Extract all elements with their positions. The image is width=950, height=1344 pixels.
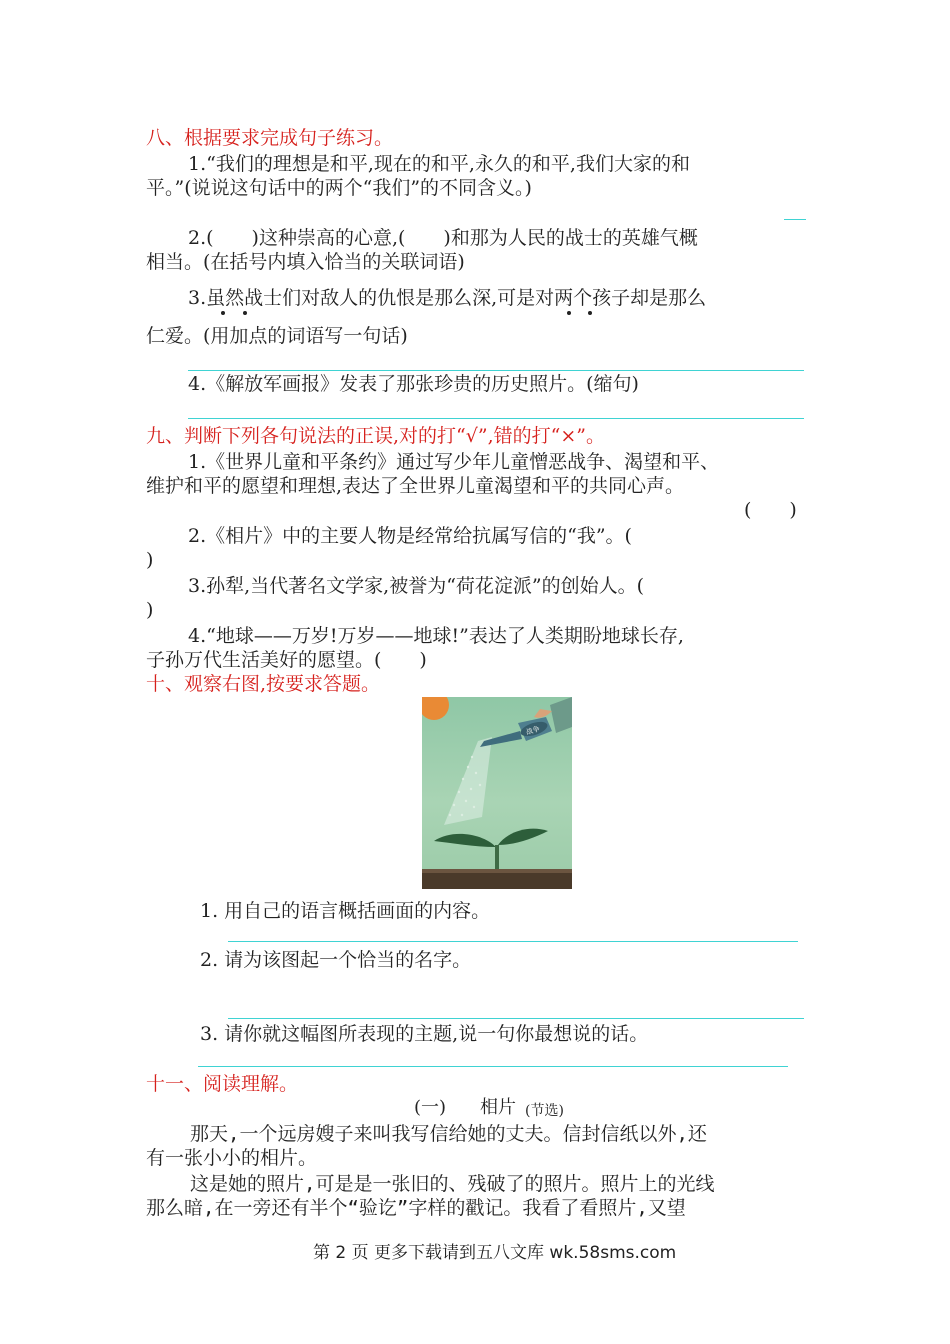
sec10-q1: 1. 用自己的语言概括画面的内容。: [200, 900, 491, 922]
answer-line: [188, 370, 804, 371]
sec9-q4-line2: 子孙万代生活美好的愿望。( ): [146, 649, 427, 671]
answer-line: [784, 219, 806, 220]
sec8-q1-line1: 1.“我们的理想是和平,现在的和平,永久的和平,我们大家的和: [188, 153, 690, 175]
sec8-q3-line2: 仁爱。(用加点的词语写一句话): [146, 325, 408, 347]
sec9-q3-line2: ): [146, 599, 154, 621]
sec8-q4: 4.《解放军画报》发表了那张珍贵的历史照片。(缩句): [188, 373, 639, 395]
answer-line: [228, 941, 798, 942]
passage-p2-line2: 那么暗,在一旁还有半个“验讫”字样的戳记。我看了看照片,又望: [146, 1197, 686, 1219]
answer-line: [228, 1018, 804, 1019]
sec9-q1-line1: 1.《世界儿童和平条约》通过写少年儿童憎恶战争、渴望和平、: [188, 451, 720, 473]
sec9-q3-line1: 3.孙犁,当代著名文学家,被誉为“荷花淀派”的创始人。(: [188, 575, 645, 597]
emphasis-dot: [567, 311, 571, 315]
watering-can-label: 战争: [525, 724, 541, 737]
section-10-heading: 十、观察右图,按要求答题。: [146, 673, 381, 695]
sec9-q2-line1: 2.《相片》中的主要人物是经常给抗属写信的“我”。(: [188, 525, 632, 547]
passage-p2-line1: 这是她的照片,可是是一张旧的、残破了的照片。照片上的光线: [190, 1173, 715, 1195]
sec8-q3-line1: 3.虽然战士们对敌人的仇恨是那么深,可是对两个孩子却是那么: [188, 287, 707, 309]
sec9-q2-line2: ): [146, 549, 154, 571]
passage-number: (一): [414, 1097, 447, 1118]
page-footer: 第 2 页 更多下载请到五八文库 wk.58sms.com: [313, 1243, 677, 1263]
passage-p1-line2: 有一张小小的相片。: [146, 1147, 318, 1169]
sec9-q1-line2: 维护和平的愿望和理想,表达了全世界儿童渴望和平的共同心声。: [146, 475, 685, 497]
passage-title: 相片: [480, 1097, 516, 1118]
section-11-heading: 十一、阅读理解。: [146, 1073, 299, 1095]
emphasis-dot: [588, 311, 592, 315]
sec8-q2-line1: 2.( )这种崇高的心意,( )和那为人民的战士的英雄气概: [188, 227, 698, 249]
emphasis-dot: [221, 311, 225, 315]
section-8-heading: 八、根据要求完成句子练习。: [146, 127, 394, 149]
sec9-q4-line1: 4.“地球——万岁!万岁——地球!”表达了人类期盼地球长存,: [188, 625, 684, 647]
passage-note: (节选): [525, 1103, 564, 1119]
section-9-heading: 九、判断下列各句说法的正误,对的打“√”,错的打“×”。: [146, 425, 605, 447]
sec8-q1-line2: 平。”(说说这句话中的两个“我们”的不同含义。): [146, 177, 532, 199]
answer-line: [188, 418, 804, 419]
passage-p1-line1: 那天,一个远房嫂子来叫我写信给她的丈夫。信封信纸以外,还: [190, 1123, 707, 1145]
sec8-q2-line2: 相当。(在括号内填入恰当的关联词语): [146, 251, 465, 273]
watering-can-illustration: [422, 697, 572, 889]
emphasis-dot: [243, 311, 247, 315]
sec9-q1-paren: ( ): [744, 499, 797, 521]
sec10-q3: 3. 请你就这幅图所表现的主题,说一句你最想说的话。: [200, 1023, 649, 1045]
sec10-q2: 2. 请为该图起一个恰当的名字。: [200, 949, 472, 971]
answer-line: [198, 1066, 788, 1067]
